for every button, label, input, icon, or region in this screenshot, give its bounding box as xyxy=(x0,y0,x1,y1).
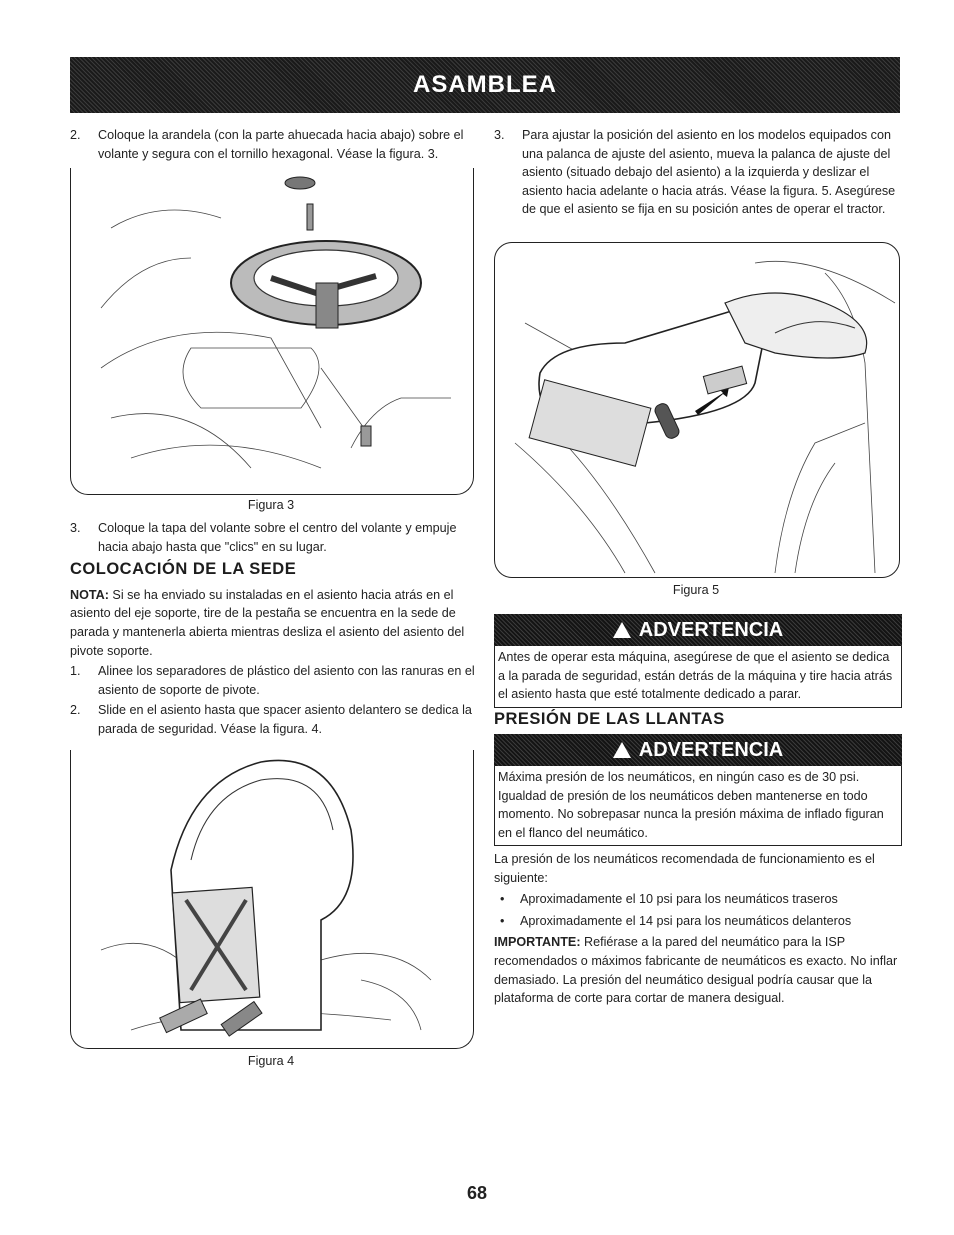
list-item xyxy=(70,662,478,699)
pressure-intro: La presión de los neumáticos recomendada de funcionamiento es el siguiente: xyxy=(494,852,875,885)
item-text: Aproximadamente el 10 psi para los neumáticos traseros xyxy=(520,892,838,907)
item-number: 2. xyxy=(70,703,81,718)
seat-illustration xyxy=(71,750,473,1048)
item-text: Slide en el asiento hasta que spacer asiento delantero se dedica la parada de seguridad. Véase la figura. 4. xyxy=(98,703,472,736)
figure-3-caption: Figura 3 xyxy=(247,498,295,512)
list-item xyxy=(494,126,900,219)
left-column-middle xyxy=(70,519,478,739)
list-item xyxy=(494,890,902,909)
bullet-icon: • xyxy=(500,913,505,928)
list-item xyxy=(70,701,478,738)
note-label: NOTA: xyxy=(70,587,109,602)
item-number: 1. xyxy=(70,664,81,679)
note-text: Si se ha enviado su instaladas en el asiento hacia atrás en el asiento del eje soporte, tire de la pestaña se encuentra en la sede de parada y mantenerla abierta mientras desliza el asiento del asiento del pivote soporte. xyxy=(70,587,465,658)
item-number: 3. xyxy=(70,521,81,535)
right-column-top xyxy=(494,126,900,219)
figure-3-steering-wheel xyxy=(70,168,474,495)
important-label: IMPORTANTE: xyxy=(494,935,581,950)
steering-wheel-illustration xyxy=(71,168,473,494)
page-number: 68 xyxy=(466,1183,488,1203)
figure-5-caption: Figura 5 xyxy=(672,583,720,597)
warning-title: ADVERTENCIA xyxy=(638,738,784,761)
pressure-list xyxy=(494,890,902,930)
left-column xyxy=(70,126,478,163)
note-paragraph xyxy=(70,586,478,660)
item-text: Coloque la arandela (con la parte ahuecada hacia abajo) sobre el volante y segura con el tornillo hexagonal. Véase la figura. 3. xyxy=(98,128,464,161)
item-text: Aproximadamente el 14 psi para los neumáticos delanteros xyxy=(520,913,852,928)
important-text: Refiérase a la pared del neumático para la ISP recomendados o máximos fabricante de neumáticos es exacto. No inflar demasiado. La presión del neumático desigual podría causar que la plataforma de corte para cortar de manera desigual. xyxy=(494,935,898,1006)
warning-header xyxy=(494,614,902,646)
section-heading: COLOCACIÓN DE LA SEDE xyxy=(70,560,297,579)
section-heading: PRESIÓN DE LAS LLANTAS xyxy=(494,710,725,728)
item-text: Alinee los separadores de plástico del asiento con las ranuras en el asiento de soporte de pivote. xyxy=(98,664,475,697)
section-banner xyxy=(70,57,900,113)
right-column-bottom xyxy=(494,850,902,1008)
warning-box-seat xyxy=(494,614,902,708)
warning-header xyxy=(494,734,902,766)
item-text: Para ajustar la posición del asiento en los modelos equipados con una palanca de ajuste del asiento, mueva la palanca de ajuste del asiento (situado debajo del asiento) a la izquierda y deslizar el asiento hacia adelante o hacia atrás. Véase la figura. 5. Asegúrese de que el asiento se fija en su posición antes de operar el tractor. xyxy=(522,128,896,217)
warning-text: Antes de operar esta máquina, asegúrese de que el asiento se dedica a la parada de seguridad, están detrás de la máquina y tire hacia atrás el asiento hasta que esté totalmente dedicado a parar. xyxy=(494,646,902,708)
list-item xyxy=(70,519,478,556)
warning-triangle-icon xyxy=(613,622,631,638)
seat-steps-list xyxy=(70,662,478,738)
bullet-icon: • xyxy=(500,892,505,907)
item-number: 2. xyxy=(70,128,81,142)
warning-title: ADVERTENCIA xyxy=(638,618,784,641)
item-number: 3. xyxy=(494,128,505,142)
figure-4-seat xyxy=(70,750,474,1049)
list-item xyxy=(494,912,902,931)
figure-4-caption: Figura 4 xyxy=(247,1054,295,1068)
page-title: ASAMBLEA xyxy=(413,71,557,98)
warning-box-pressure xyxy=(494,734,902,846)
seat-adjust-illustration xyxy=(495,243,899,577)
figure-5-seat-lever xyxy=(494,242,900,578)
warning-text: Máxima presión de los neumáticos, en ningún caso es de 30 psi. Igualdad de presión de los neumáticos deben mantenerse en todo momento. No sobrepasar nunca la presión máxima de inflado figuran en el flanco del neumático. xyxy=(494,766,902,846)
important-paragraph xyxy=(494,933,902,1007)
list-item xyxy=(70,126,478,163)
item-text: Coloque la tapa del volante sobre el centro del volante y empuje hacia abajo hasta que "clics" en su lugar. xyxy=(98,521,457,554)
warning-triangle-icon xyxy=(613,742,631,758)
